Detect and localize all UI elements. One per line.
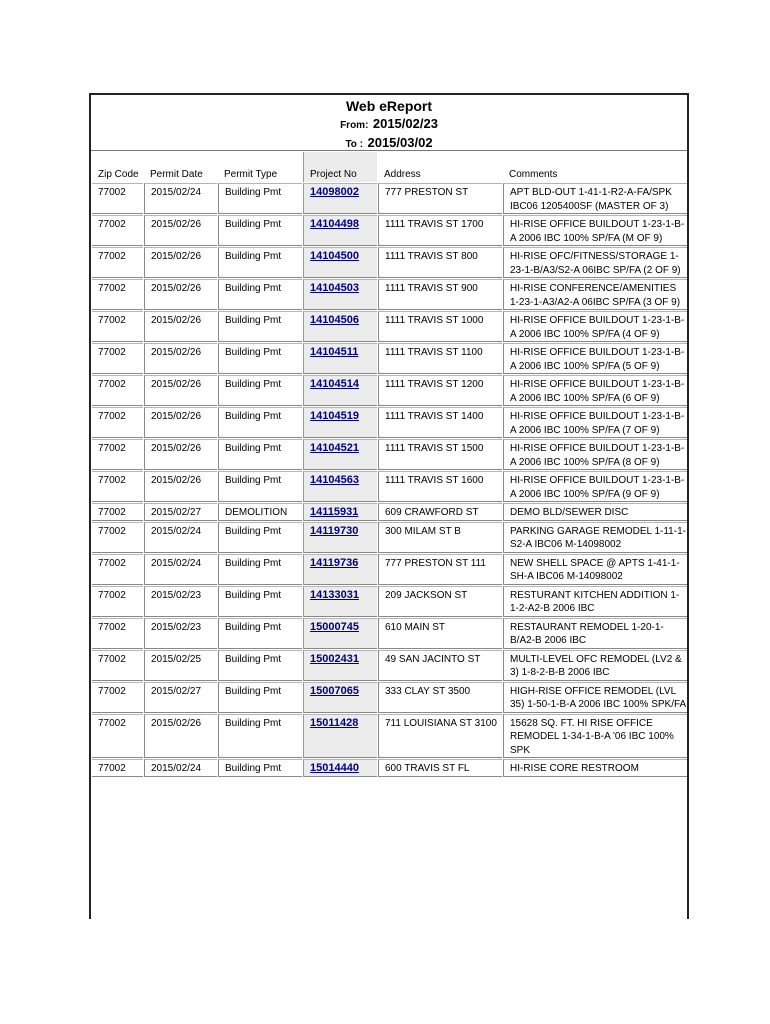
- address-cell: 711 LOUISIANA ST 3100: [378, 714, 502, 759]
- table-row: [92, 471, 689, 502]
- comments-cell: PARKING GARAGE REMODEL 1-11-1-S2-A IBC06 M-14098002: [503, 522, 689, 553]
- table-row: [92, 650, 689, 681]
- zip-cell: 77002: [92, 503, 143, 521]
- table-row: [92, 586, 689, 617]
- address-cell: 777 PRESTON ST 111: [378, 554, 502, 585]
- permit-type-cell: Building Pmt: [218, 247, 302, 278]
- permit-type-cell: DEMOLITION: [218, 503, 302, 521]
- table-header-row: [92, 152, 689, 182]
- zip-cell: 77002: [92, 682, 143, 713]
- table-row: [92, 714, 689, 759]
- permit-type-cell: Building Pmt: [218, 759, 302, 777]
- comments-cell: HI-RISE OFFICE BUILDOUT 1-23-1-B-A 2006 IBC 100% SP/FA (6 OF 9): [503, 375, 689, 406]
- project-link[interactable]: 14104511: [310, 346, 359, 358]
- comments-cell: APT BLD-OUT 1-41-1-R2-A-FA/SPK IBC06 1205400SF (MASTER OF 3): [503, 183, 689, 214]
- comments-cell: NEW SHELL SPACE @ APTS 1-41-1-SH-A IBC06 M-14098002: [503, 554, 689, 585]
- address-cell: 1111 TRAVIS ST 1600: [378, 471, 502, 502]
- permit-type-cell: Building Pmt: [218, 650, 302, 681]
- col-header-permit-type: Permit Type: [224, 168, 278, 180]
- project-no-link: [303, 439, 377, 470]
- address-cell: 1111 TRAVIS ST 1200: [378, 375, 502, 406]
- address-cell: 49 SAN JACINTO ST: [378, 650, 502, 681]
- address-cell: 609 CRAWFORD ST: [378, 503, 502, 521]
- comments-cell: RESTURANT KITCHEN ADDITION 1-1-2-A2-B 2006 IBC: [503, 586, 689, 617]
- zip-cell: 77002: [92, 618, 143, 649]
- zip-cell: 77002: [92, 586, 143, 617]
- project-no-link: [303, 618, 377, 649]
- project-no-link: [303, 586, 377, 617]
- comments-cell: HI-RISE OFFICE BUILDOUT 1-23-1-B-A 2006 IBC 100% SP/FA (7 OF 9): [503, 407, 689, 438]
- project-link[interactable]: 14098002: [310, 186, 359, 198]
- permit-date-cell: 2015/02/26: [144, 279, 217, 310]
- table-row: [92, 439, 689, 470]
- comments-cell: HI-RISE OFFICE BUILDOUT 1-23-1-B-A 2006 IBC 100% SP/FA (8 OF 9): [503, 439, 689, 470]
- project-no-link: [303, 522, 377, 553]
- project-no-link: [303, 407, 377, 438]
- table-row: [92, 618, 689, 649]
- permit-type-cell: Building Pmt: [218, 215, 302, 246]
- zip-cell: 77002: [92, 554, 143, 585]
- address-cell: 1111 TRAVIS ST 1000: [378, 311, 502, 342]
- table-row: [92, 343, 689, 374]
- from-date: 2015/02/23: [372, 116, 438, 131]
- zip-cell: 77002: [92, 247, 143, 278]
- comments-cell: HI-RISE CONFERENCE/AMENITIES 1-23-1-A3/A2-A 06IBC SP/FA (3 OF 9): [503, 279, 689, 310]
- permit-type-cell: Building Pmt: [218, 618, 302, 649]
- address-cell: 209 JACKSON ST: [378, 586, 502, 617]
- permit-date-cell: 2015/02/24: [144, 183, 217, 214]
- permit-date-cell: 2015/02/24: [144, 554, 217, 585]
- project-link[interactable]: 15007065: [310, 684, 359, 697]
- project-no-link: [303, 311, 377, 342]
- zip-cell: 77002: [92, 311, 143, 342]
- report-title: Web eReport: [345, 98, 433, 114]
- comments-cell: HI-RISE OFFICE BUILDOUT 1-23-1-B-A 2006 IBC 100% SP/FA (9 OF 9): [503, 471, 689, 502]
- permit-date-cell: 2015/02/26: [144, 471, 217, 502]
- permit-type-cell: Building Pmt: [218, 279, 302, 310]
- project-link[interactable]: 15002431: [310, 652, 359, 665]
- permit-type-cell: Building Pmt: [218, 471, 302, 502]
- table-row: [92, 407, 689, 438]
- project-link[interactable]: 14104519: [310, 410, 359, 422]
- comments-cell: RESTAURANT REMODEL 1-20-1-B/A2-B 2006 IBC: [503, 618, 689, 649]
- project-no-link: [303, 714, 377, 759]
- permit-date-cell: 2015/02/24: [144, 759, 217, 777]
- table-row: [92, 311, 689, 342]
- zip-cell: 77002: [92, 439, 143, 470]
- col-header-comments: Comments: [509, 168, 558, 180]
- permit-table: [91, 151, 689, 778]
- comments-cell: HI-RISE CORE RESTROOM: [503, 759, 689, 777]
- zip-cell: 77002: [92, 759, 143, 777]
- col-header-address: Address: [384, 168, 421, 180]
- permit-date-cell: 2015/02/23: [144, 618, 217, 649]
- permit-date-cell: 2015/02/26: [144, 439, 217, 470]
- project-link[interactable]: 14115931: [310, 506, 359, 518]
- address-cell: 600 TRAVIS ST FL: [378, 759, 502, 777]
- project-link[interactable]: 14104514: [310, 378, 359, 390]
- permit-date-cell: 2015/02/27: [144, 682, 217, 713]
- zip-cell: 77002: [92, 407, 143, 438]
- project-no-link: [303, 554, 377, 585]
- project-no-link: [303, 215, 377, 246]
- permit-type-cell: Building Pmt: [218, 714, 302, 759]
- comments-cell: HI-RISE OFFICE BUILDOUT 1-23-1-B-A 2006 IBC 100% SP/FA (4 OF 9): [503, 311, 689, 342]
- address-cell: 1111 TRAVIS ST 1500: [378, 439, 502, 470]
- table-row: [92, 759, 689, 777]
- col-header-project-no: Project No: [303, 152, 377, 182]
- address-cell: 1111 TRAVIS ST 1100: [378, 343, 502, 374]
- permit-date-cell: 2015/02/26: [144, 714, 217, 759]
- permit-date-cell: 2015/02/27: [144, 503, 217, 521]
- project-link[interactable]: 14104500: [310, 250, 359, 262]
- comments-cell: HI-RISE OFFICE BUILDOUT 1-23-1-B-A 2006 IBC 100% SP/FA (5 OF 9): [503, 343, 689, 374]
- permit-date-cell: 2015/02/26: [144, 247, 217, 278]
- from-line: [91, 115, 687, 134]
- table-row: [92, 215, 689, 246]
- zip-cell: 77002: [92, 375, 143, 406]
- zip-cell: 77002: [92, 279, 143, 310]
- col-header-permit-date: Permit Date: [150, 168, 203, 180]
- project-no-link: [303, 682, 377, 713]
- project-link[interactable]: 14133031: [310, 588, 359, 601]
- comments-cell: MULTI-LEVEL OFC REMODEL (LV2 & 3) 1-8-2-B-B 2006 IBC: [503, 650, 689, 681]
- project-link[interactable]: 15011428: [310, 716, 359, 729]
- comments-cell: HI-RISE OFFICE BUILDOUT 1-23-1-B-A 2006 IBC 100% SP/FA (M OF 9): [503, 215, 689, 246]
- permit-type-cell: Building Pmt: [218, 343, 302, 374]
- permit-date-cell: 2015/02/26: [144, 407, 217, 438]
- project-no-link: [303, 183, 377, 214]
- project-no-link: [303, 343, 377, 374]
- permit-type-cell: Building Pmt: [218, 183, 302, 214]
- permit-date-cell: 2015/02/26: [144, 343, 217, 374]
- permit-date-cell: 2015/02/26: [144, 215, 217, 246]
- comments-cell: 15628 SQ. FT. HI RISE OFFICE REMODEL 1-34-1-B-A '06 IBC 100% SPK: [503, 714, 689, 759]
- project-link[interactable]: 14104563: [310, 474, 359, 486]
- zip-cell: 77002: [92, 650, 143, 681]
- project-no-link: [303, 759, 377, 777]
- permit-type-cell: Building Pmt: [218, 554, 302, 585]
- permit-type-cell: Building Pmt: [218, 586, 302, 617]
- permit-date-cell: 2015/02/26: [144, 311, 217, 342]
- permit-type-cell: Building Pmt: [218, 682, 302, 713]
- project-link[interactable]: 14104498: [310, 218, 359, 230]
- zip-cell: 77002: [92, 183, 143, 214]
- table-row: [92, 554, 689, 585]
- permit-type-cell: Building Pmt: [218, 375, 302, 406]
- address-cell: 333 CLAY ST 3500: [378, 682, 502, 713]
- table-row: [92, 247, 689, 278]
- permit-type-cell: Building Pmt: [218, 522, 302, 553]
- address-cell: 1111 TRAVIS ST 1700: [378, 215, 502, 246]
- to-date: 2015/03/02: [367, 135, 433, 150]
- table-row: [92, 183, 689, 214]
- permit-date-cell: 2015/02/26: [144, 375, 217, 406]
- permit-type-cell: Building Pmt: [218, 311, 302, 342]
- project-no-link: [303, 375, 377, 406]
- report-header: [91, 95, 687, 151]
- project-link[interactable]: 14104521: [310, 442, 359, 454]
- permit-type-cell: Building Pmt: [218, 407, 302, 438]
- address-cell: 1111 TRAVIS ST 800: [378, 247, 502, 278]
- zip-cell: 77002: [92, 714, 143, 759]
- project-no-link: [303, 279, 377, 310]
- project-no-link: [303, 247, 377, 278]
- zip-cell: 77002: [92, 343, 143, 374]
- comments-cell: DEMO BLD/SEWER DISC: [503, 503, 689, 521]
- from-label: From:: [340, 120, 369, 131]
- address-cell: 1111 TRAVIS ST 900: [378, 279, 502, 310]
- table-row: [92, 682, 689, 713]
- project-no-link: [303, 503, 377, 521]
- project-link[interactable]: 15000745: [310, 620, 359, 633]
- table-row: [92, 375, 689, 406]
- address-cell: 610 MAIN ST: [378, 618, 502, 649]
- project-link[interactable]: 14104506: [310, 314, 359, 326]
- zip-cell: 77002: [92, 215, 143, 246]
- to-label: To :: [345, 139, 364, 150]
- project-link[interactable]: 14119730: [310, 524, 359, 537]
- project-no-link: [303, 650, 377, 681]
- col-header-zip: Zip Code: [98, 168, 139, 180]
- comments-cell: HI-RISE OFC/FITNESS/STORAGE 1-23-1-B/A3/S2-A 06IBC SP/FA (2 OF 9): [503, 247, 689, 278]
- report-panel: [89, 93, 689, 919]
- project-link[interactable]: 14104503: [310, 282, 359, 294]
- project-no-link: [303, 471, 377, 502]
- project-link[interactable]: 15014440: [310, 762, 359, 774]
- permit-date-cell: 2015/02/23: [144, 586, 217, 617]
- permit-type-cell: Building Pmt: [218, 439, 302, 470]
- comments-cell: HIGH-RISE OFFICE REMODEL (LVL 35) 1-50-1-B-A 2006 IBC 100% SPK/FA: [503, 682, 689, 713]
- table-row: [92, 522, 689, 553]
- address-cell: 300 MILAM ST B: [378, 522, 502, 553]
- permit-date-cell: 2015/02/24: [144, 522, 217, 553]
- permit-date-cell: 2015/02/25: [144, 650, 217, 681]
- table-row: [92, 279, 689, 310]
- address-cell: 1111 TRAVIS ST 1400: [378, 407, 502, 438]
- zip-cell: 77002: [92, 471, 143, 502]
- zip-cell: 77002: [92, 522, 143, 553]
- table-row: [92, 503, 689, 521]
- project-link[interactable]: 14119736: [310, 556, 359, 569]
- address-cell: 777 PRESTON ST: [378, 183, 502, 214]
